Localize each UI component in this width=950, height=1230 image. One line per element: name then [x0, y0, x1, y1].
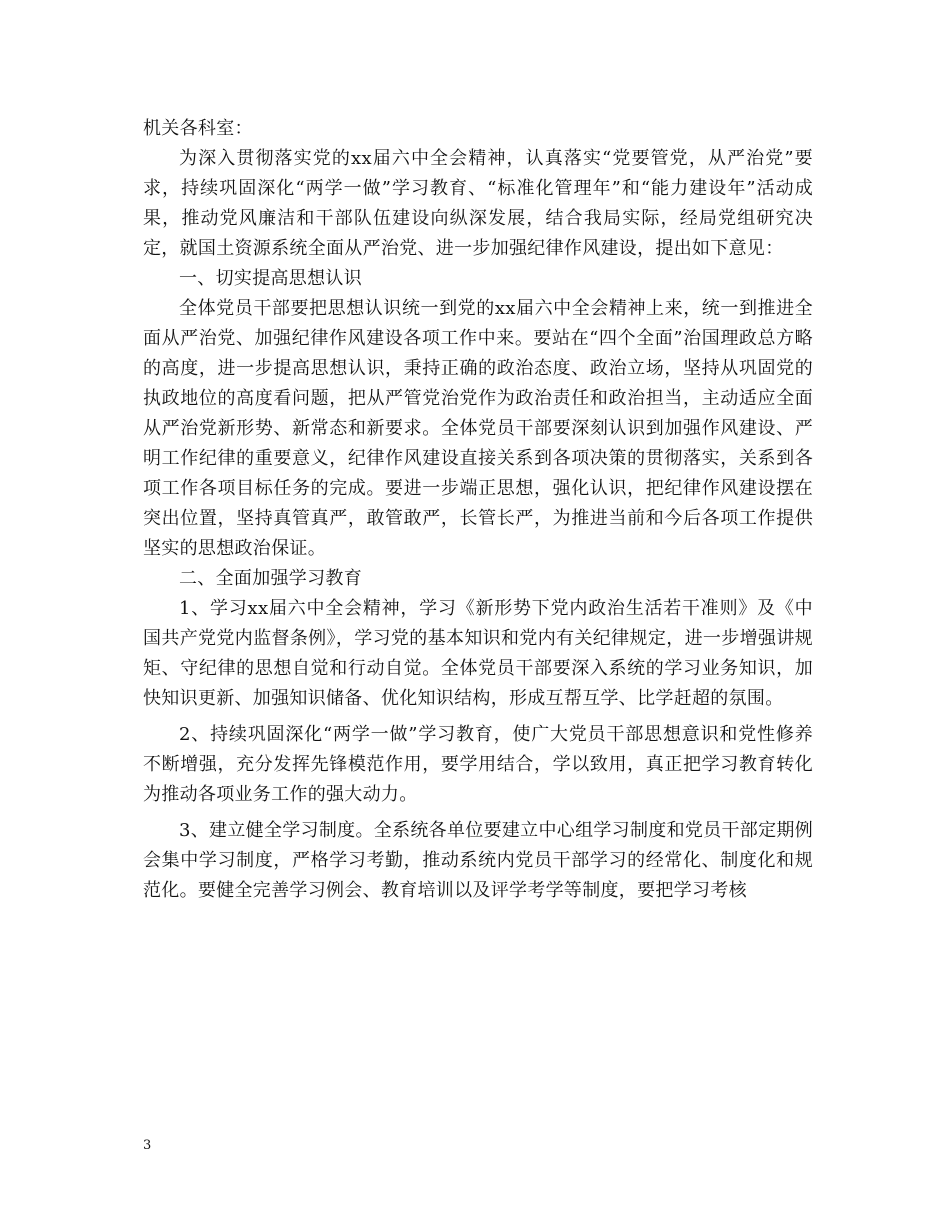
- section-heading-2: 二、全面加强学习教育: [179, 568, 362, 589]
- salutation: 机关各科室：: [143, 118, 253, 139]
- page-number: 3: [143, 1138, 152, 1153]
- paragraph-intro: 为深入贯彻落实党的xx届六中全会精神，认真落实“党要管党，从严治党”要求，持续巩固深化“两学一做”学习教育、“标准化管理年”和“能力建设年”活动成果，推动党风廉洁和干部队伍建设向纵深发展，结合我局实际，经局党组研究决定，就国土资源系统全面从严治党、进一步加强纪律作风建设，提出如下意见：: [143, 148, 813, 259]
- section-heading-1: 一、切实提高思想认识: [179, 268, 362, 289]
- paragraph-item-1: 1、学习xx届六中全会精神，学习《新形势下党内政治生活若干准则》及《中国共产党党内监督条例》，学习党的基本知识和党内有关纪律规定，进一步增强讲规矩、守纪律的思想自觉和行动自觉。全体党员干部要深入系统的学习业务知识，加快知识更新、加强知识储备、优化知识结构，形成互帮互学、比学赶超的氛围。: [143, 598, 813, 709]
- paragraph-item-3: 3、建立健全学习制度。全系统各单位要建立中心组学习制度和党员干部定期例会集中学习制度，严格学习考勤，推动系统内党员干部学习的经常化、制度化和规范化。要健全完善学习例会、教育培训以及评学考学等制度，要把学习考核: [143, 820, 813, 901]
- paragraph-item-2: 2、持续巩固深化“两学一做”学习教育，使广大党员干部思想意识和党性修养不断增强，充分发挥先锋模范作用，要学用结合，学以致用，真正把学习教育转化为推动各项业务工作的强大动力。: [143, 724, 813, 805]
- paragraph-section-1: 全体党员干部要把思想认识统一到党的xx届六中全会精神上来，统一到推进全面从严治党、加强纪律作风建设各项工作中来。要站在“四个全面”治国理政总方略的高度，进一步提高思想认识，秉持正确的政治态度、政治立场，坚持从巩固党的执政地位的高度看问题，把从严管党治党作为政治责任和政治担当，主动适应全面从严治党新形势、新常态和新要求。全体党员干部要深刻认识到加强作风建设、严明工作纪律的重要意义，纪律作风建设直接关系到各项决策的贯彻落实，关系到各项工作各项目标任务的完成。要进一步端正思想，强化认识，把纪律作风建设摆在突出位置，坚持真管真严，敢管敢严，长管长严，为推进当前和今后各项工作提供坚实的思想政治保证。: [143, 298, 813, 559]
- document-body: [143, 114, 813, 906]
